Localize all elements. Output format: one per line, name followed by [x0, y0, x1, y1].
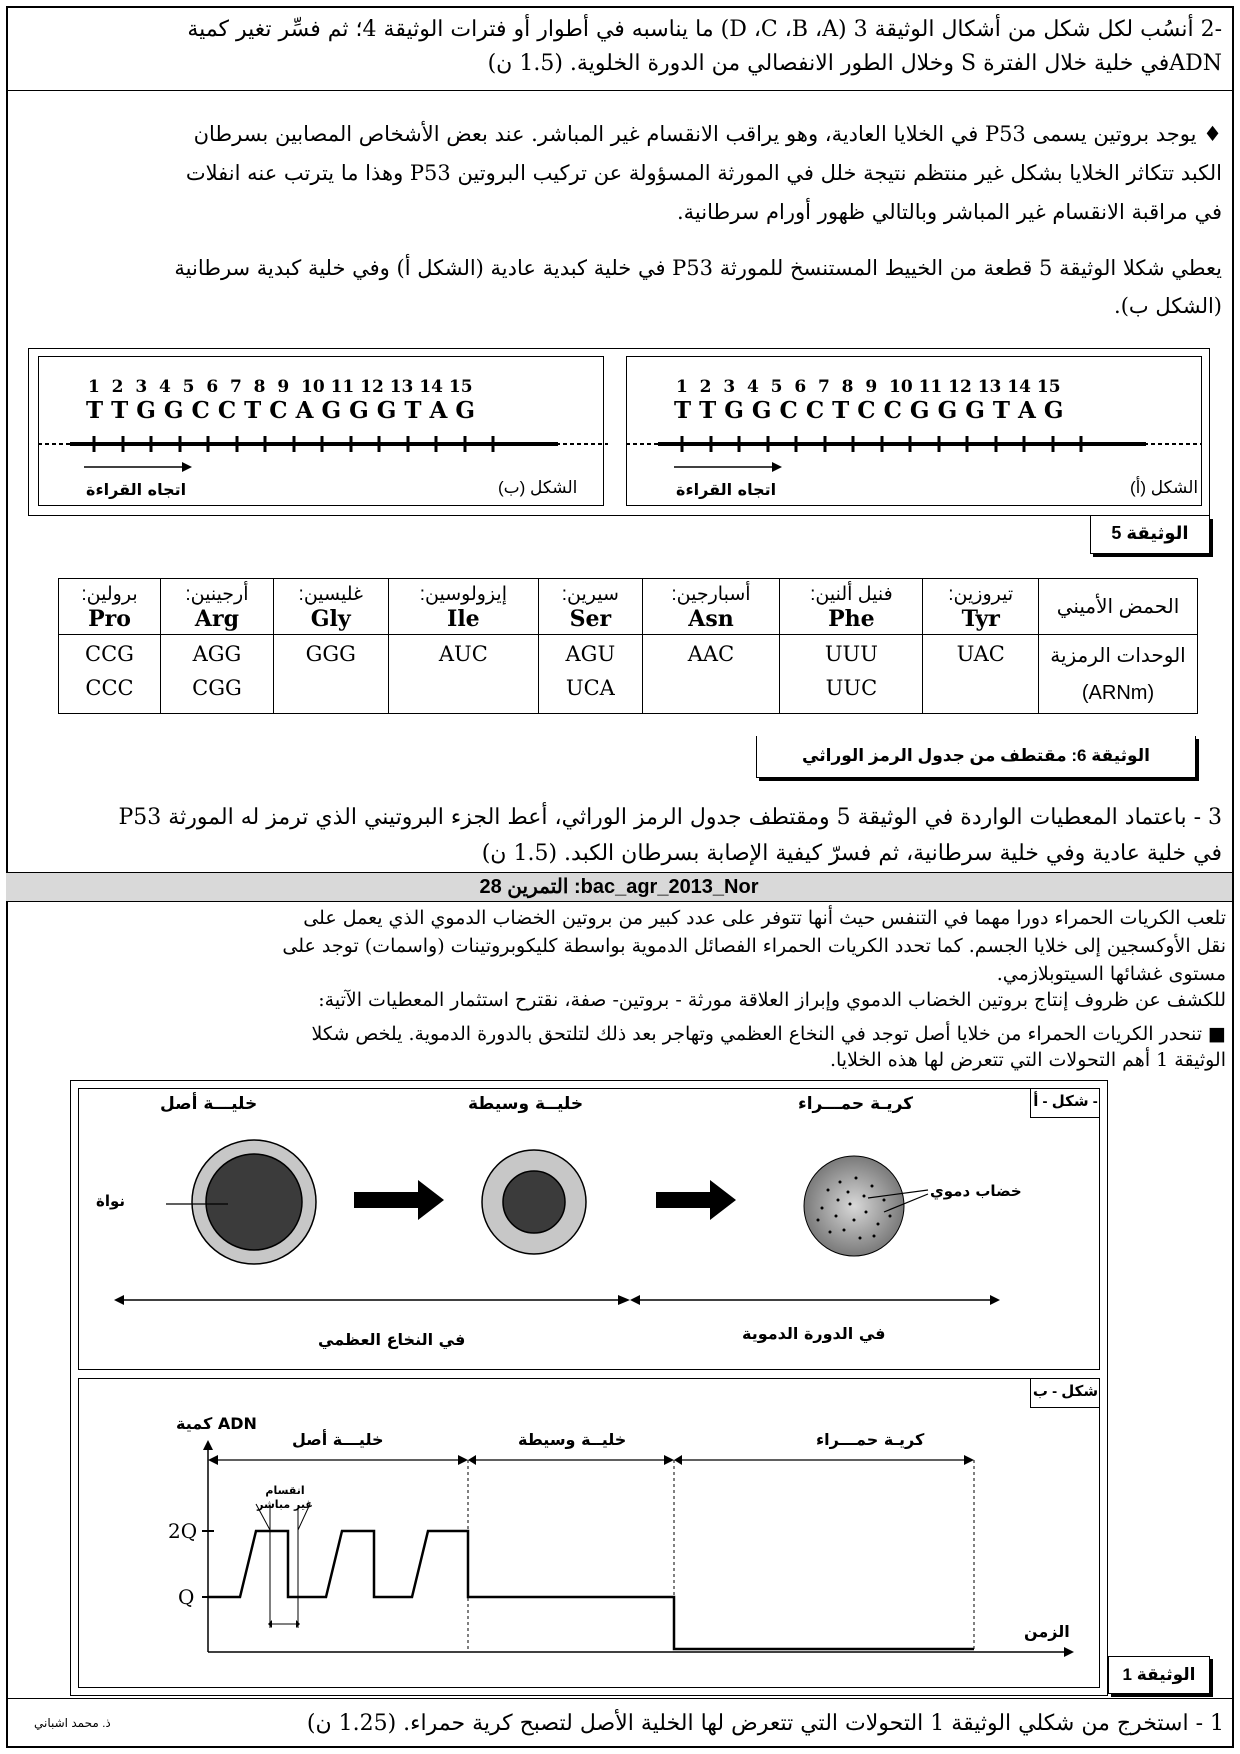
amino-acid-cell: أرجينين: Arg — [161, 579, 274, 635]
level-2q-label: 2Q — [168, 1519, 198, 1543]
intermediate-cell-nucleus — [503, 1171, 565, 1233]
adn-quantity-axis-label: كمية ADN — [176, 1414, 257, 1433]
amino-acid-cell: غليسين: Gly — [273, 579, 388, 635]
document-5-title — [1090, 516, 1210, 554]
codon-cell: AGG CGG — [161, 635, 274, 714]
amino-acid-cell: برولين: Pro — [59, 579, 161, 635]
codon-cell: CCG CCC — [59, 635, 161, 714]
document-1-title-text: الوثيقة 1 — [1122, 1665, 1196, 1684]
circulation-label: في الدورة الدموية — [742, 1324, 886, 1343]
document-6-title — [756, 736, 1196, 778]
document-6-title-text: الوثيقة 6: مقتطف من جدول الرمز الوراثي — [802, 746, 1150, 765]
figure-a-label: الشكل (أ) — [1130, 478, 1199, 497]
figure-a-numbers: 1 2 3 4 5 6 7 8 9 10 11 12 13 14 15 — [676, 377, 1061, 397]
amino-acid-cell: تيروزين: Tyr — [923, 579, 1039, 635]
dna-quantity-chart — [78, 1440, 1098, 1680]
amino-acid-cell: فنيل ألنين: Phe — [780, 579, 923, 635]
amino-acid-cell: سيرين: Ser — [539, 579, 642, 635]
figure-b-numbers: 1 2 3 4 5 6 7 8 9 10 11 12 13 14 15 — [88, 377, 473, 397]
question-1-separator — [6, 1698, 1234, 1699]
p53-line-5: (الشكل ب). — [1114, 294, 1222, 318]
p53-line-2: الكبد تتكاثر الخلايا بشكل غير منتظم نتيجة خلل في المورثة المسؤولة عن تركيب البروتين P53 وهذا ما يترتب عنه انفلات — [185, 161, 1222, 185]
nucleus-label: نواة — [96, 1192, 126, 1210]
stem-cell-label: خليـــة أصل — [160, 1094, 258, 1114]
transition-arrow-icon — [354, 1180, 444, 1220]
intro-line-2: نقل الأوكسجين إلى خلايا الجسم. كما تحدد الكريات الحمراء الفصائل الدموية بواسطة كليكوبروتينات (واسمات) توجد على — [282, 935, 1226, 957]
codon-header-line-2: (ARNm) — [1081, 682, 1155, 704]
reading-arrow-icon — [674, 460, 784, 474]
figure-b-strand — [38, 428, 608, 464]
chart-stem-cell-label: خليـــة أصل — [292, 1430, 384, 1449]
codon-cell: GGG — [273, 635, 388, 714]
p53-line-4: يعطي شكلا الوثيقة 5 قطعة من الخييط المستنسخ للمورثة P53 في خلية كبدية عادية (الشكل أ) وفي خلية كبدية سرطانية — [174, 256, 1222, 280]
amino-acid-cell: أسبارجين: Asn — [642, 579, 780, 635]
exercise-header-text: التمرين 28 :bac_agr_2013_Nor — [479, 876, 759, 898]
hemoglobin-label: خضاب دموي — [930, 1182, 1022, 1200]
exercise-header-bar — [6, 872, 1232, 902]
question-3-line-1: 3 - باعتماد المعطيات الواردة في الوثيقة 5 ومقتطف جدول الرمز الوراثي، أعط الجزء البروتيني الذي ترمز له المورثة P53 — [118, 805, 1222, 830]
figure-a-reading-direction: اتجاه القراءة — [676, 480, 777, 499]
intro-line-6: الوثيقة 1 أهم التحولات التي تتعرض لها هذه الخلايا. — [829, 1049, 1226, 1071]
author-credit: ذ. محمد اشباني — [34, 1716, 111, 1730]
p53-line-1: ♦ يوجد بروتين يسمى P53 في الخلايا العادية، وهو يراقب الانقسام غير المباشر. عند بعض الأشخاص المصابين بسرطان — [193, 122, 1222, 146]
question-3-line-2: في خلية عادية وفي خلية سرطانية، ثم فسرّ كيفية الإصابة بسرطان الكبد. (1.5 ن) — [481, 841, 1222, 866]
doc1-figure-a-label-box: شكل - أ - — [1030, 1088, 1100, 1118]
p53-line-3: في مراقبة الانقسام غير المباشر وبالتالي ظهور أورام سرطانية. — [676, 200, 1222, 224]
divider — [6, 90, 1234, 91]
figure-a-strand — [626, 428, 1202, 464]
cell-transformation-diagram — [78, 1120, 1098, 1370]
intermediate-cell-label: خليــة وسيطة — [468, 1094, 584, 1114]
stem-cell-nucleus — [206, 1154, 302, 1250]
red-blood-cell — [804, 1156, 904, 1256]
amino-acid-header: الحمض الأميني — [1039, 579, 1198, 635]
codon-header — [1039, 635, 1198, 714]
doc1-figure-b-label-box: شكل - ب — [1030, 1378, 1100, 1408]
chart-red-cell-label: كريـة حمـــراء — [816, 1430, 925, 1449]
red-cell-label: كريـة حمـــراء — [798, 1094, 914, 1114]
amino-acid-row — [59, 579, 1198, 635]
codon-cell: UUU UUC — [780, 635, 923, 714]
question-1-text: 1 - استخرج من شكلي الوثيقة 1 التحولات التي تتعرض لها الخلية الأصل لتصبح كرية حمراء. (1.25 ن) — [306, 1711, 1224, 1736]
figure-a-sequence: T T G G C C T C C G G G T A G — [674, 397, 1064, 424]
genetic-code-table — [58, 578, 1198, 714]
intro-line-4: للكشف عن ظروف إنتاج بروتين الخضاب الدموي وإبراز العلاقة مورثة - بروتين- صفة، نقترح استثمار المعطيات الآتية: — [318, 989, 1226, 1011]
mitosis-label: انقسام غير مباشر — [257, 1484, 313, 1511]
intro-line-5: ■ تنحدر الكريات الحمراء من خلايا أصل توجد في النخاع العظمي وتهاجر بعد ذلك لتلتحق بالدورة الدموية. يلخص شكلا — [311, 1023, 1226, 1045]
codon-cell: AGU UCA — [539, 635, 642, 714]
amino-acid-cell: إيزولوسين: Ile — [388, 579, 538, 635]
codon-cell: AAC — [642, 635, 780, 714]
figure-b-reading-direction: اتجاه القراءة — [86, 480, 187, 499]
chart-intermediate-cell-label: خليــة وسيطة — [518, 1430, 627, 1449]
reading-arrow-icon — [84, 460, 194, 474]
codon-row — [59, 635, 1198, 714]
document-1-title — [1108, 1656, 1210, 1694]
intro-line-1: تلعب الكريات الحمراء دورا مهما في التنفس حيث أنها تتوفر على عدد كبير من بروتين الخضاب الدموي الذي يعمل على — [303, 907, 1226, 929]
bone-marrow-label: في النخاع العظمي — [318, 1330, 466, 1349]
dna-curve — [208, 1531, 974, 1649]
time-axis-label: الزمن — [1024, 1622, 1070, 1641]
transition-arrow-icon — [656, 1180, 736, 1220]
document-5-title-text: الوثيقة 5 — [1111, 523, 1189, 543]
question-2-line-1: -2 أنسُب لكل شكل من أشكال الوثيقة 3 (D ،C ،B ،A) ما يناسبه في أطوار أو فترات الوثيقة 4؛ ثم فسِّر تغير كمية — [187, 17, 1222, 42]
level-q-label: Q — [178, 1585, 195, 1609]
codon-header-line-1: الوحدات الرمزية — [1050, 645, 1186, 667]
codon-cell: AUC — [388, 635, 538, 714]
figure-b-label: الشكل (ب) — [498, 478, 578, 497]
intro-line-3: مستوى غشائها السيتوبلازمي. — [996, 963, 1226, 985]
figure-b-sequence: T T G G C C T C A G G G T A G — [86, 397, 476, 424]
codon-cell: UAC — [923, 635, 1039, 714]
question-2-line-2: ADNفي خلية خلال الفترة S وخلال الطور الانفصالي من الدورة الخلوية. (1.5 ن) — [487, 51, 1222, 76]
